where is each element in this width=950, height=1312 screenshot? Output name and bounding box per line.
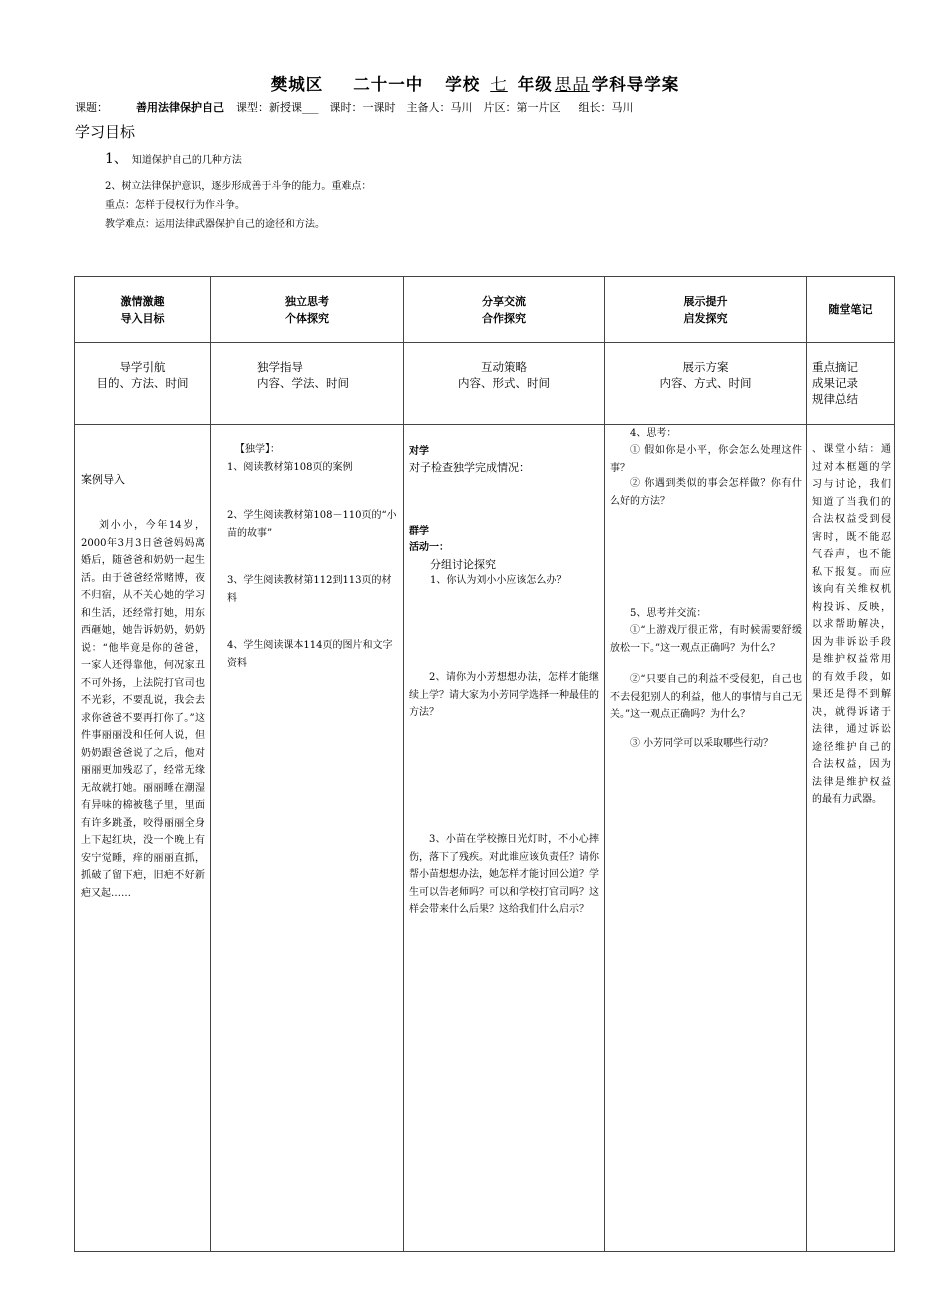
subheader-2-line-2: 内容、学法、时间 [257,376,349,390]
lesson-hours: 课时：一课时 [329,101,396,114]
question-2: 2、请你为小芳想想办法，怎样才能继续上学？请大家为小芳同学选择一种最佳的方法？ [409,672,599,718]
title-grade: 七 [490,75,508,94]
goal-1-number: 1、 [105,151,128,167]
subheader-row [75,343,895,425]
group-discussion: 分组讨论探究 [430,558,496,571]
header-cell-3 [404,277,605,343]
subheader-cell-1 [75,343,211,425]
content-cell-1 [75,425,211,1252]
title-district: 樊城区 [270,75,324,94]
lesson-type: 课型：新授课___ [236,101,319,114]
activity-label: 活动一： [409,542,449,553]
key-point: 重点：怎样于侵权行为作斗争。 [105,200,245,211]
subheader-5-line-3: 规律总结 [812,392,858,406]
header-1-line-1: 激情激趣 [120,294,165,308]
page-title [0,71,950,95]
header-3-line-2: 合作探究 [482,311,526,325]
case-story: 刘小小，今年14岁，2000年3月3日爸爸妈妈离婚后，随爸爸和奶奶一起生活。由于爸爸经常赌博，夜不归宿，从不关心她的学习和生活，还经常打她，用东西砸她，她告诉奶奶，奶奶说：“他毕竟是你的爸爸，一家人还得靠他，何况家丑不可外扬，上法院打官司也不光彩，不要乱说，我会去求你爸爸不要再打你了。”这件事丽丽没和任何人说，但奶奶跟爸爸说了之后，他对丽丽更加残忍了，经常无缘无故就打她。丽丽睡在潮湿有异味的棉被毯子里，里面有许多跳蚤，咬得丽丽全身上下起红块，没一个晚上有安宁觉睡，痒的丽丽直抓，抓破了留下疤，旧疤不好新疤又起…… [81,520,205,899]
self-study-item-1: 1、阅读教材第108页的案例 [227,462,353,473]
subheader-4-line-1: 展示方案 [682,360,729,374]
header-5-line-1: 随堂笔记 [828,303,873,316]
goal-2: 2、树立法律保护意识，逐步形成善于斗争的能力。重难点： [105,181,372,192]
pair-study-label: 对学 [409,446,429,457]
think-5c: ③ 小芳同学可以采取哪些行动？ [630,738,774,749]
header-2-line-1: 独立思考 [285,294,329,308]
title-school: 二十一中 [353,75,424,94]
title-subject-suffix: 学科导学案 [591,75,680,94]
header-4-line-1: 展示提升 [683,294,728,308]
content-cell-2 [211,425,404,1252]
lesson-table [74,276,895,1252]
case-heading: 案例导入 [81,473,125,486]
header-cell-5 [807,277,895,343]
subheader-1-line-2: 目的、方法、时间 [96,376,189,390]
group-study-label: 群学 [409,526,429,537]
preparer: 主备人：马川 [406,101,473,114]
header-2-line-2: 个体探究 [285,311,329,325]
goals-heading: 学习目标 [75,123,136,141]
leader: 组长：马川 [578,101,634,114]
think-5: 5、思考并交流： [630,608,707,619]
header-cell-4 [605,277,807,343]
self-study-item-2: 2、学生阅读教材第108－110页的“小苗的故事” [227,510,397,539]
header-cell-2 [211,277,404,343]
content-cell-4 [605,425,807,1252]
think-4a: ① 假如你是小平，你会怎么处理这件事？ [610,445,802,474]
class-summary: 、课堂小结：通过对本框题的学习与讨论，我们知道了当我们的合法权益受到侵害时，既不能忍气吞声，也不能私下报复。而应该向有关维权机构投诉、反映，以求帮助解决，因为非诉讼手段是维护权益常用的有效手段，如果还是得不到解决，就得诉诸于法律，通过诉讼途径维护自己的合法权益，因为法律是维护权益的最有力武器。 [812,444,891,805]
subheader-cell-5 [807,343,895,425]
subheader-3-line-2: 内容、形式、时间 [458,376,550,390]
header-3-line-1: 分享交流 [482,294,526,308]
subheader-cell-4 [605,343,807,425]
content-cell-3 [404,425,605,1252]
self-study-item-3: 3、学生阅读教材第112到113页的材料 [227,575,392,604]
self-study-heading: 【独学】： [235,444,280,455]
content-row [75,425,895,1252]
title-subject: 思品 [554,75,590,94]
question-3: 3、小苗在学校擦日光灯时，不小心摔伤，落下了残疾。对此谁应该负责任？请你帮小苗想想办法，她怎样才能讨回公道？学生可以告老师吗？可以和学校打官司吗？这样会带来什么后果？这给我们什么启示？ [409,834,599,915]
think-5b: ②“只要自己的利益不受侵犯，自己也不去侵犯别人的利益，他人的事情与自己无关。”这一观点正确吗？为什么？ [610,674,802,720]
think-4b: ② 你遇到类似的事会怎样做？你有什么好的方法？ [610,478,802,507]
topic: 善用法律保护自己 [136,101,224,114]
think-5a: ①“上游戏厅很正常，有时候需要舒缓放松一下。”这一观点正确吗？为什么？ [610,625,802,654]
question-1: 1、你认为刘小小应该怎么办？ [430,575,567,586]
self-study-item-4: 4、学生阅读课本114页的图片和文字资料 [227,640,393,669]
lesson-meta [75,99,634,115]
goal-1 [105,148,242,168]
subheader-5-line-2: 成果记录 [812,376,858,390]
subheader-4-line-2: 内容、方式、时间 [659,376,752,390]
subheader-3-line-1: 互动策略 [481,360,527,374]
pair-check: 对子检查独学完成情况： [409,461,530,474]
header-row [75,277,895,343]
think-4: 4、思考： [630,428,677,439]
area: 片区：第一片区 [483,101,561,114]
title-school-suffix: 学校 [445,75,481,94]
header-4-line-2: 启发探究 [683,311,728,325]
header-1-line-2: 导入目标 [120,311,165,325]
subheader-1-line-1: 导学引航 [119,360,166,374]
subheader-5-line-1: 重点摘记 [812,360,858,374]
difficulty: 教学难点：运用法律武器保护自己的途径和方法。 [105,219,325,230]
subheader-cell-3 [404,343,605,425]
topic-label: 课题： [75,101,108,114]
header-cell-1 [75,277,211,343]
content-cell-5 [807,425,895,1252]
subheader-cell-2 [211,343,404,425]
goal-1-text: 知道保护自己的几种方法 [131,155,242,166]
subheader-2-line-1: 独学指导 [257,360,303,374]
title-grade-label: 年级 [517,75,553,94]
